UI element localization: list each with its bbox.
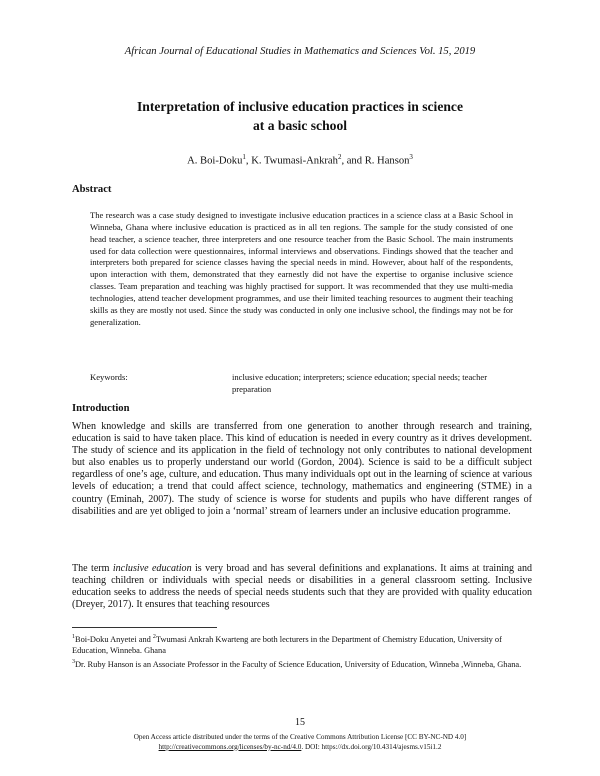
intro-paragraph-1: When knowledge and skills are transferred from one generation to another through research and training, education is said to have taken place. This kind of education is needed in every country as it drives development. The study of science and its application in the field of technology not only contributes to national development but also enables us to properly understand our world (Gordon, 2004). Science is said to be a difficult subject regardless of one’s age, culture, and education. Thus many individuals opt out in the learning of science at various levels of education; a trend that could affect science, technology, mathematics and engineering (STME) in a country (Eminah, 2007). The study of science is worse for students and pupils who have different ranges of disabilities and are yet obliged to join a ‘normal’ stream of learners under an inclusive education programme. bbox=[72, 421, 532, 517]
title-line-2: at a basic school bbox=[252, 118, 348, 133]
abstract-heading: Abstract bbox=[72, 184, 112, 195]
title-line-1: Interpretation of inclusive education practices in science bbox=[137, 99, 463, 114]
author-affiliation-mark: 3 bbox=[409, 153, 413, 161]
footnote-1 bbox=[72, 632, 532, 656]
keywords-list: inclusive education; interpreters; science education; special needs; teacher preparation bbox=[232, 372, 488, 394]
author-name: R. Hanson bbox=[364, 155, 410, 167]
footnote-mark: 1 bbox=[72, 634, 75, 640]
author-name: A. Boi-Doku bbox=[187, 155, 243, 167]
footnote-text: Boi-Doku Anyetei and bbox=[75, 634, 153, 644]
license-statement: Open Access article distributed under the terms of the Creative Commons Attribution License [CC BY-NC-ND 4.0] bbox=[133, 733, 467, 741]
footnote-divider bbox=[72, 627, 217, 628]
footnote-mark: 3 bbox=[72, 659, 75, 665]
doi-link[interactable]: https://dx.doi.org/10.4314/ajesms.v15i1.2 bbox=[321, 742, 442, 751]
license-footer bbox=[0, 733, 600, 752]
author-affiliation-mark: 1 bbox=[242, 153, 246, 161]
author-separator: , and bbox=[341, 155, 365, 167]
journal-header: African Journal of Educational Studies in Mathematics and Sciences Vol. 15, 2019 bbox=[124, 46, 476, 57]
footnote-2 bbox=[72, 657, 532, 670]
para2-body: is very broad and has several definitions and explanations. It aims at training and teaching children or individuals with special needs or disabilities in a general classroom setting. Inclusive education seeks to address the needs of special needs students such that they are provided with quality education (Dreyer, 2017). It ensures that teaching resources bbox=[72, 563, 532, 611]
author-name: K. Twumasi-Ankrah bbox=[251, 155, 338, 167]
footnote-text: Dr. Ruby Hanson is an Associate Professor in the Faculty of Science Education, University of Education, Winneba ,Winneba, Ghana. bbox=[75, 659, 522, 669]
author-list bbox=[0, 153, 600, 167]
para2-term: inclusive education bbox=[112, 563, 192, 574]
keywords-label: Keywords: bbox=[90, 372, 128, 382]
doi-label: . DOI: bbox=[301, 742, 322, 751]
author-separator: , bbox=[245, 155, 252, 167]
footnote-mark: 2 bbox=[152, 634, 156, 640]
footnote-text: Twumasi Ankrah Kwarteng are both lecturers in the Department of Chemistry Education, University of Education, Winneba. Ghana bbox=[72, 634, 502, 655]
article-title bbox=[60, 97, 540, 135]
page-number: 15 bbox=[295, 717, 305, 728]
license-url-link[interactable]: http://creativecommons.org/licenses/by-nc-nd/4.0 bbox=[158, 742, 302, 751]
introduction-heading: Introduction bbox=[72, 403, 130, 414]
author-affiliation-mark: 2 bbox=[337, 153, 342, 161]
intro-paragraph-2 bbox=[72, 563, 532, 611]
para2-lead: The term bbox=[72, 563, 113, 574]
license-links bbox=[0, 743, 600, 753]
abstract-body: The research was a case study designed to investigate inclusive education practices in a science class at a Basic School in Winneba, Ghana where inclusive education is practiced as in all ten regions. The sample for the study consisted of one head teacher, a science teacher, three interpreters and one resource teacher from the Basic School. The main instruments used for data collection were questionnaires, informal interviews and observations. Findings showed that the teacher and interpreters both prepared for science classes having the special needs in mind. However, about half of the respondents, upon interaction with them, demonstrated that they earnestly did not have the expertise to organise inclusive science classes. Team preparation and teaching was highly practised for support. It was recommended that they use multi-media technologies, attend teacher development programmes, and use their limited teaching resources to augment their teaching skills as they are mostly not used. Since the study was conducted in only one inclusive school, the findings may not be for generalization. bbox=[90, 210, 513, 327]
